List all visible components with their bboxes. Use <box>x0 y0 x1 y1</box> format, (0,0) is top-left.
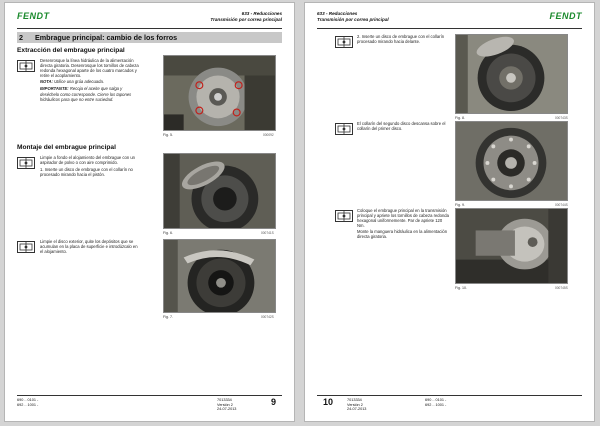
step2-text: Limpie a fondo el alojamiento del embrague con un aspirador de polvo o con aire comprimido. <box>40 155 135 166</box>
code-fig9: 000744S <box>555 203 568 207</box>
photo-fig9 <box>455 121 568 201</box>
important-label: IMPORTANTE: <box>40 86 69 92</box>
wrench-icon <box>17 157 35 169</box>
page-number: 10 <box>323 397 334 407</box>
wrench-icon <box>335 123 353 135</box>
right-header-text <box>317 11 389 23</box>
left-page <box>4 2 295 422</box>
left-header <box>17 11 282 29</box>
header-subtitle: Transmisión por correa principal <box>210 17 282 22</box>
caption-fig8: Fig. 8. <box>455 116 465 120</box>
header-section: 633 - Reducciones <box>317 11 358 16</box>
footer-codes <box>17 398 38 407</box>
footer-doc-number: 7013334 <box>217 398 232 402</box>
code-fig10: 000745S <box>555 286 568 290</box>
footer-version: Versión 2 <box>217 402 233 407</box>
caption-fig9: Fig. 9. <box>455 203 465 207</box>
wrench-icon <box>17 241 35 253</box>
section-title <box>17 32 282 43</box>
step5-text-block <box>357 121 449 132</box>
note-label: NOTA: <box>40 79 53 85</box>
left-header-text <box>210 11 282 23</box>
code-fig5: 000092 <box>263 133 274 137</box>
step2-item: 1. Inserte un disco de embrague con el collarín no procesado mirando hacia el pistón. <box>40 167 133 178</box>
footer-date: 24-07-2013 <box>347 407 367 412</box>
photo-fig5 <box>163 55 276 131</box>
footer-date: 24-07-2013 <box>217 407 237 412</box>
right-page <box>304 2 595 422</box>
left-footer <box>17 395 282 411</box>
photo-fig7 <box>163 239 276 313</box>
caption-fig10: Fig. 10. <box>455 286 467 290</box>
step5-text: El collarín del segundo disco descansa sobre el collarín del primer disco. <box>357 121 446 132</box>
caption-fig5: Fig. 5. <box>163 133 173 137</box>
step4-text-block <box>357 34 449 45</box>
header-section: 633 - Reducciones <box>241 11 282 16</box>
photo-fig6 <box>163 153 276 229</box>
section-number: 2 <box>19 33 23 42</box>
footer-code-1: 690 .. 0101 - <box>17 398 39 402</box>
important-text: Recoja el aceite que salga y deséchelo como corresponde. Cierre los tapones hidráulicos para que no entre suciedad. <box>40 86 132 102</box>
caption-fig6: Fig. 6. <box>163 231 173 235</box>
step6-text2: Monte la manguera hidráulica en la alimentación directa giratoria. <box>357 229 448 240</box>
photo-fig10 <box>455 208 568 284</box>
step6-text: Coloque el embrague principal en la transmisión principal y apriete los tornillos de cabeza redonda hexagonal uniformemente. Par de apriete 120 Nm. <box>357 208 449 229</box>
right-header <box>317 11 582 29</box>
wrench-icon <box>335 36 353 48</box>
code-fig6: 000741S <box>261 231 274 235</box>
code-fig8: 000743S <box>555 116 568 120</box>
step1-text-block <box>40 58 140 103</box>
fendt-logo: FENDT <box>549 11 582 21</box>
footer-doc-info <box>347 398 366 412</box>
wrench-icon <box>335 210 353 222</box>
subheading-assembly: Montaje del embrague principal <box>17 144 116 151</box>
page-number: 9 <box>270 397 276 407</box>
fendt-logo: FENDT <box>17 11 50 21</box>
step2-text-block <box>40 155 140 178</box>
step3-text: Limpie el disco exterior, quite los depósitos que se acumulan en la placa de superficie e introdúzcalo en el alojamiento. <box>40 239 138 255</box>
code-fig7: 000742S <box>261 315 274 319</box>
subheading-extraction: Extracción del embrague principal <box>17 47 125 54</box>
wrench-icon <box>17 60 35 72</box>
photo-fig8 <box>455 34 568 114</box>
footer-code-2: 692 .. 1001 - <box>425 402 447 407</box>
note-text: Utilice una grúa adecuada. <box>54 79 104 85</box>
footer-code-1: 690 .. 0101 - <box>425 398 447 402</box>
caption-fig7: Fig. 7. <box>163 315 173 319</box>
footer-code-2: 692 .. 1001 - <box>17 402 39 407</box>
footer-doc-info <box>217 398 236 412</box>
step6-text-block <box>357 208 449 241</box>
section-title-text: Embrague principal: cambio de los forros <box>35 33 178 42</box>
step4-text: 2. Inserte un disco de embrague con el collarín procesado mirando hacia delante. <box>357 34 445 45</box>
footer-codes <box>425 398 446 407</box>
step3-text-block <box>40 239 140 255</box>
right-footer <box>317 395 582 411</box>
header-subtitle: Transmisión por correa principal <box>317 17 389 22</box>
footer-version: Versión 2 <box>347 402 363 407</box>
step1-text: Desenrosque la línea hidráulica de la alimentación directa giratoria. Desenrosque los tornillos de cabeza redonda hexagonal aparte de los cuatro marcados y retire el acoplamiento. <box>40 58 139 79</box>
footer-doc-number: 7013334 <box>347 398 362 402</box>
